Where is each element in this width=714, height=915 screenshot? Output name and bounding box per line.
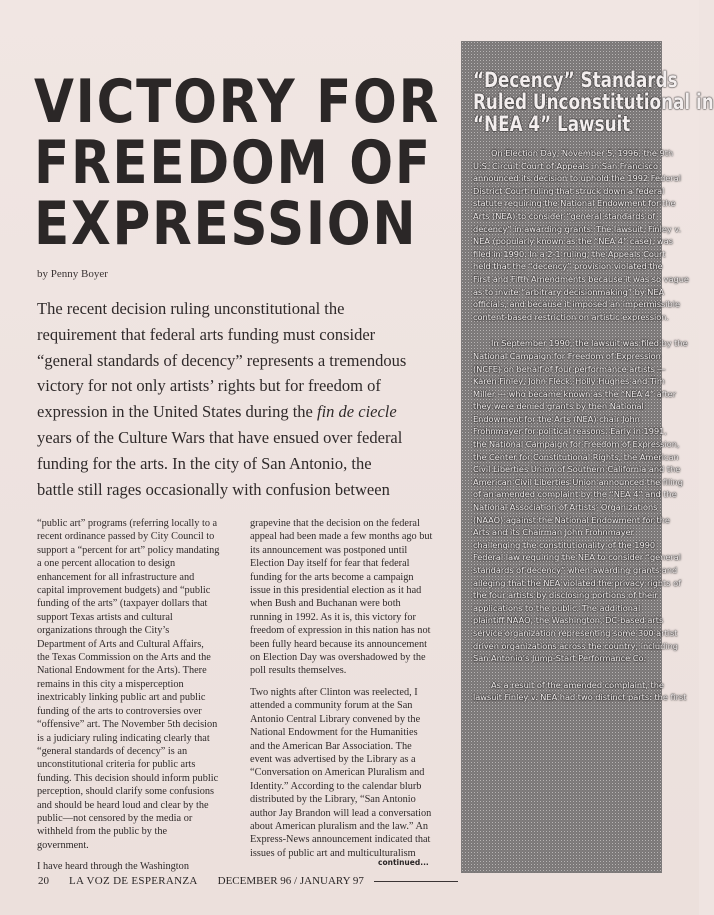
sidebar-title-line: “NEA 4” Lawsuit xyxy=(473,112,631,136)
text-line: “public art” programs (referring locally to a xyxy=(37,518,218,529)
text-line: On Election Day, November 5, 1996, the 9th xyxy=(491,148,674,158)
text-line: driven organizations across the country, including xyxy=(473,640,678,651)
headline-line: FREEDOM OF xyxy=(34,128,432,198)
lead-line: battle still rages occasionally with confusion between xyxy=(37,479,390,499)
sidebar-paragraph xyxy=(473,679,687,704)
text-line: Miller — who became known as the “NEA 4” after xyxy=(473,388,677,399)
text-line: perception, should clarify some confusions xyxy=(37,786,215,798)
text-line: standards of decency” when awarding grants and xyxy=(473,565,678,575)
continued-label: continued... xyxy=(378,858,429,867)
text-line: as to invite “arbitrary decisionmaking” by NEA xyxy=(473,286,665,297)
sidebar-paragraph xyxy=(473,147,689,323)
text-line: of an amended complaint by the “NEA 4” and the xyxy=(473,489,677,500)
text-line: Arts (NEA) to consider “general standards of xyxy=(473,210,656,221)
text-line: funding of the arts” (taxpayer dollars that xyxy=(37,598,208,610)
headline-line: VICTORY FOR xyxy=(34,67,441,137)
body-column-right xyxy=(250,517,455,868)
sidebar-title xyxy=(473,68,714,136)
text-line: government. xyxy=(37,839,89,851)
text-line: content-based restriction on artistic expression. xyxy=(473,311,670,322)
text-line: is a judiciary ruling indicating clearly that xyxy=(37,732,210,744)
text-line: First and Fifth Amendments because it was so vague xyxy=(473,273,689,284)
text-line: “Conversation on American Pluralism and xyxy=(250,767,425,779)
footer-rule xyxy=(374,881,458,882)
text-line: “offensive” art. The November 5th decision xyxy=(37,719,218,731)
byline: by Penny Boyer xyxy=(37,268,108,280)
text-line: inextricably linking public art and public xyxy=(37,692,206,704)
text-line: District Court ruling that struck down a federal xyxy=(473,185,665,196)
text-line: the four artists by disclosing portions of their xyxy=(473,590,658,601)
text-line: public—not censored by the media or xyxy=(37,812,193,824)
text-line: and the American Bar Association. The xyxy=(250,740,412,752)
body-paragraph xyxy=(37,860,242,873)
text-line: Two nights after Clinton was reelected, I xyxy=(250,686,418,698)
text-line: its announcement was postponed until xyxy=(250,544,408,556)
lead-line: “general standards of decency” represents a tremendous xyxy=(37,350,407,370)
text-line: National Campaign for Freedom of Expression xyxy=(473,350,661,361)
text-line: As a result of the amended complaint, the xyxy=(491,679,664,690)
article-headline xyxy=(34,67,441,259)
text-line: on Election Day was overshadowed by the xyxy=(250,652,426,664)
text-line: withheld from the public by the xyxy=(37,826,168,838)
text-line: unconstitutional criteria for public arts xyxy=(37,759,196,771)
text-line: (NCFE) on behalf of four performance artists — xyxy=(473,363,666,374)
text-line: officials, and because it imposed an impermissible xyxy=(473,299,681,310)
text-line: running in 1992. As it is, this victory for xyxy=(250,611,416,623)
sidebar-title-line: Ruled Unconstitutional in xyxy=(473,90,714,114)
text-line: support a “percent for art” policy mandating xyxy=(37,544,220,556)
publication-name: LA VOZ DE ESPERANZA xyxy=(69,875,198,887)
text-line: freedom of expression in this nation has not xyxy=(250,625,431,637)
sidebar-box xyxy=(461,41,714,873)
lead-line: requirement that federal arts funding must consider xyxy=(37,324,376,344)
text-line: poll results themselves. xyxy=(250,665,347,677)
text-line: San Antonio’s Jump-Start Performance Co. xyxy=(473,653,646,664)
body-paragraph xyxy=(250,686,455,860)
text-line: been fully heard because its announcement xyxy=(250,638,427,650)
text-line: remains in this city a misperception xyxy=(37,678,184,690)
text-line: I have heard through the Washington xyxy=(37,861,189,873)
body-column-left xyxy=(37,517,242,882)
text-line: Endowment for the Arts (NEA) chair John xyxy=(473,413,640,424)
text-line: Civil Liberties Union of Southern California and the xyxy=(473,464,681,475)
text-line: Arts and its Chairman John Frohnmayer xyxy=(473,527,634,538)
body-paragraph xyxy=(250,517,455,678)
lead-line: funding for the arts. In the city of San Antonio, the xyxy=(37,453,372,473)
text-line: alleging that the NEA violated the privacy rights of xyxy=(473,577,681,588)
text-line: Karen Finley, John Fleck, Holly Hughes and Tim xyxy=(473,376,665,387)
text-line: applications to the public. The additional xyxy=(473,602,641,613)
text-line: Frohnmayer for political reasons. Early in 1991, xyxy=(473,426,667,437)
text-line: grapevine that the decision on the federal xyxy=(250,518,420,529)
lead-paragraph xyxy=(37,296,447,502)
text-line: issues of public art and multiculturalism xyxy=(250,847,416,859)
text-line: held that the “decency” provision violated the xyxy=(473,261,663,272)
text-line: decency” in awarding grants. The lawsuit, Finley v. xyxy=(473,223,682,234)
body-paragraph xyxy=(37,517,242,852)
text-line: capital improvement budgets) and “public xyxy=(37,585,211,597)
lead-line: The recent decision ruling unconstitutional the xyxy=(37,299,345,318)
text-line: funding of the arts to controversies over xyxy=(37,705,202,717)
text-line: about American pluralism and the law.” An xyxy=(250,820,429,832)
text-line: National Association of Artists’ Organizations xyxy=(473,502,658,513)
text-line: event was advertised by the Library as a xyxy=(250,753,416,765)
issue-date: DECEMBER 96 / JANUARY 97 xyxy=(217,875,364,887)
text-line: American Civil Liberties Union announced the filing xyxy=(473,476,683,487)
text-line: In September 1990, the lawsuit was filed by the xyxy=(491,338,688,349)
text-line: National Endowment for the Arts). There xyxy=(37,665,207,677)
text-line: lawsuit Finley v. NEA had two distinct parts: the first xyxy=(473,692,687,703)
headline-line: EXPRESSION xyxy=(34,189,418,259)
text-line: service organization representing some 300 artist xyxy=(473,627,678,638)
text-line: organizations through the City’s xyxy=(37,625,170,637)
sidebar-content xyxy=(473,68,714,718)
text-line: Identity.” According to the calendar blurb xyxy=(250,780,422,792)
text-line: funding. This decision should inform public xyxy=(37,772,219,784)
text-line: distributed by the Library, “San Antonio xyxy=(250,794,416,806)
text-line: they were denied grants by then National xyxy=(473,401,644,412)
text-line: National Endowment for the Humanities xyxy=(250,727,418,739)
sidebar-paragraph xyxy=(473,337,688,664)
text-line: when Bush and Buchanan were both xyxy=(250,598,401,610)
text-line: attended a community forum at the San xyxy=(250,700,413,712)
text-line: Federal law requiring the NEA to consider “general xyxy=(473,552,682,563)
text-line: appeal had been made a few months ago but xyxy=(250,531,433,543)
text-line: Election Day itself for fear that federal xyxy=(250,558,410,570)
text-line: a one percent allocation to design xyxy=(37,558,176,570)
text-line: recent ordinance passed by City Council to xyxy=(37,531,215,543)
text-line: Department of Arts and Cultural Affairs, xyxy=(37,638,204,650)
lead-line: expression in the United States during the fin de ciecle xyxy=(37,402,397,422)
text-line: issue in this presidential election as it had xyxy=(250,585,422,597)
text-line: support Texas artists and cultural xyxy=(37,611,173,623)
text-line: U.S. Circuit Court of Appeals in San Francisco xyxy=(473,160,659,171)
lead-line: years of the Culture Wars that have ensued over federal xyxy=(37,427,403,447)
text-line: “general standards of decency” is an xyxy=(37,745,188,757)
text-line: NEA (popularly known as the “NEA 4” case), was xyxy=(473,236,674,247)
text-line: enhancement for all infrastructure and xyxy=(37,571,195,583)
text-line: Express-News announcement indicated that xyxy=(250,834,431,846)
text-line: Antonio Central Library convened by the xyxy=(250,713,421,725)
page-footer xyxy=(38,875,458,887)
text-line: statute requiring the National Endowment for the xyxy=(473,198,676,209)
text-line: the Texas Commission on the Arts and the xyxy=(37,652,211,664)
text-line: author Jay Brandon will lead a conversation xyxy=(250,807,432,819)
text-line: and should be heard loud and clear by the xyxy=(37,799,209,811)
text-line: filed in 1990. In a 2-1 ruling, the Appeals Court xyxy=(473,248,666,259)
text-line: challenging the constitutionality of the 1990 xyxy=(473,539,656,550)
lead-line: victory for not only artists’ rights but for freedom of xyxy=(37,376,381,396)
text-line: the National Campaign for Freedom of Expression, xyxy=(473,439,680,450)
text-line: (NAAO) against the National Endowment for the xyxy=(473,514,670,525)
sidebar-title-line: “Decency” Standards xyxy=(473,68,678,92)
text-line: the Center for Constitutional Rights, the American xyxy=(473,451,679,462)
page-number: 20 xyxy=(38,875,49,887)
text-line: plaintiff NAAO, the Washington, DC-based arts xyxy=(473,615,664,626)
text-line: funding for the arts become a campaign xyxy=(250,571,414,583)
text-line: announced its decision to uphold the 1992 Federal xyxy=(473,173,681,184)
